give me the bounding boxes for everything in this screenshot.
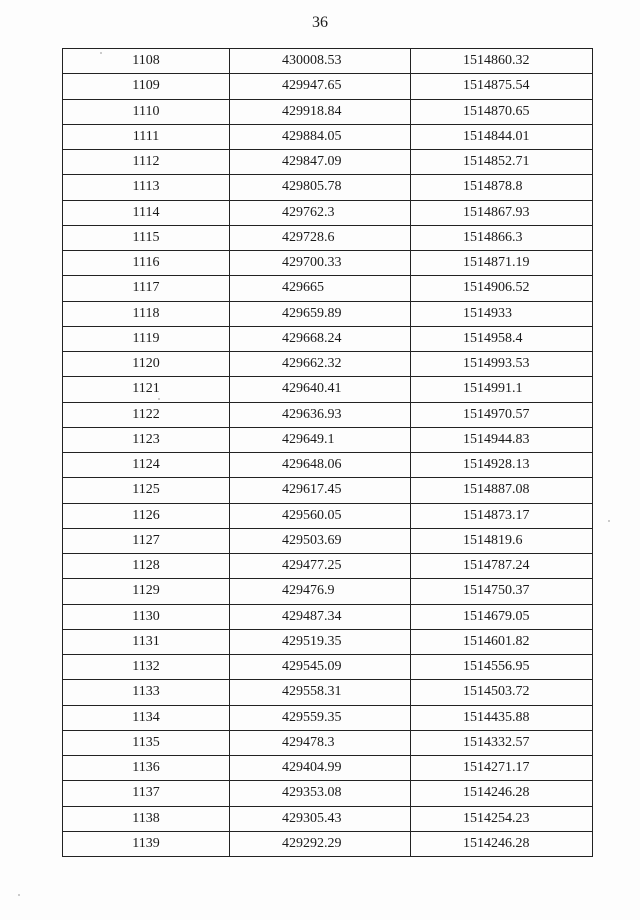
y-coordinate-cell: 1514933 <box>411 301 593 326</box>
table-row <box>63 503 593 528</box>
scan-speck <box>18 894 20 896</box>
y-coordinate-cell: 1514991.1 <box>411 377 593 402</box>
table-row <box>63 756 593 781</box>
point-number-cell: 1110 <box>63 99 230 124</box>
point-number-cell: 1134 <box>63 705 230 730</box>
x-coordinate-cell: 429477.25 <box>230 554 411 579</box>
point-number-cell: 1120 <box>63 352 230 377</box>
x-coordinate-cell: 429404.99 <box>230 756 411 781</box>
y-coordinate-cell: 1514503.72 <box>411 680 593 705</box>
y-coordinate-cell: 1514873.17 <box>411 503 593 528</box>
y-coordinate-cell: 1514844.01 <box>411 124 593 149</box>
x-coordinate-cell: 429560.05 <box>230 503 411 528</box>
table-row <box>63 453 593 478</box>
x-coordinate-cell: 429762.3 <box>230 200 411 225</box>
y-coordinate-cell: 1514246.28 <box>411 831 593 856</box>
point-number-cell: 1127 <box>63 528 230 553</box>
scan-speck <box>100 52 102 54</box>
point-number-cell: 1129 <box>63 579 230 604</box>
x-coordinate-cell: 429478.3 <box>230 730 411 755</box>
x-coordinate-cell: 429292.29 <box>230 831 411 856</box>
table-row <box>63 49 593 74</box>
point-number-cell: 1136 <box>63 756 230 781</box>
x-coordinate-cell: 429847.09 <box>230 150 411 175</box>
y-coordinate-cell: 1514254.23 <box>411 806 593 831</box>
y-coordinate-cell: 1514906.52 <box>411 276 593 301</box>
point-number-cell: 1126 <box>63 503 230 528</box>
table-row <box>63 781 593 806</box>
y-coordinate-cell: 1514887.08 <box>411 478 593 503</box>
x-coordinate-cell: 429700.33 <box>230 251 411 276</box>
y-coordinate-cell: 1514866.3 <box>411 225 593 250</box>
table-row <box>63 301 593 326</box>
table-row <box>63 478 593 503</box>
table-row <box>63 402 593 427</box>
x-coordinate-cell: 429640.41 <box>230 377 411 402</box>
y-coordinate-cell: 1514601.82 <box>411 629 593 654</box>
x-coordinate-cell: 429947.65 <box>230 74 411 99</box>
y-coordinate-cell: 1514958.4 <box>411 326 593 351</box>
point-number-cell: 1113 <box>63 175 230 200</box>
x-coordinate-cell: 429918.84 <box>230 99 411 124</box>
x-coordinate-cell: 429665 <box>230 276 411 301</box>
x-coordinate-cell: 429668.24 <box>230 326 411 351</box>
x-coordinate-cell: 429487.34 <box>230 604 411 629</box>
point-number-cell: 1131 <box>63 629 230 654</box>
y-coordinate-cell: 1514928.13 <box>411 453 593 478</box>
y-coordinate-cell: 1514787.24 <box>411 554 593 579</box>
point-number-cell: 1124 <box>63 453 230 478</box>
point-number-cell: 1122 <box>63 402 230 427</box>
x-coordinate-cell: 429636.93 <box>230 402 411 427</box>
scan-speck <box>158 398 160 400</box>
table-row <box>63 427 593 452</box>
x-coordinate-cell: 429559.35 <box>230 705 411 730</box>
table-row <box>63 579 593 604</box>
y-coordinate-cell: 1514556.95 <box>411 655 593 680</box>
x-coordinate-cell: 429545.09 <box>230 655 411 680</box>
x-coordinate-cell: 429476.9 <box>230 579 411 604</box>
table-row <box>63 377 593 402</box>
y-coordinate-cell: 1514871.19 <box>411 251 593 276</box>
x-coordinate-cell: 429519.35 <box>230 629 411 654</box>
point-number-cell: 1108 <box>63 49 230 74</box>
y-coordinate-cell: 1514867.93 <box>411 200 593 225</box>
table-row <box>63 352 593 377</box>
table-row <box>63 251 593 276</box>
x-coordinate-cell: 429353.08 <box>230 781 411 806</box>
y-coordinate-cell: 1514750.37 <box>411 579 593 604</box>
y-coordinate-cell: 1514246.28 <box>411 781 593 806</box>
table-row <box>63 200 593 225</box>
x-coordinate-cell: 429503.69 <box>230 528 411 553</box>
table-row <box>63 276 593 301</box>
x-coordinate-cell: 430008.53 <box>230 49 411 74</box>
table-row <box>63 554 593 579</box>
point-number-cell: 1118 <box>63 301 230 326</box>
point-number-cell: 1119 <box>63 326 230 351</box>
scan-speck <box>608 520 610 522</box>
coordinates-table-body <box>63 49 593 857</box>
y-coordinate-cell: 1514271.17 <box>411 756 593 781</box>
y-coordinate-cell: 1514332.57 <box>411 730 593 755</box>
point-number-cell: 1128 <box>63 554 230 579</box>
table-row <box>63 680 593 705</box>
point-number-cell: 1116 <box>63 251 230 276</box>
point-number-cell: 1114 <box>63 200 230 225</box>
table-row <box>63 99 593 124</box>
point-number-cell: 1138 <box>63 806 230 831</box>
x-coordinate-cell: 429884.05 <box>230 124 411 149</box>
point-number-cell: 1117 <box>63 276 230 301</box>
point-number-cell: 1133 <box>63 680 230 705</box>
x-coordinate-cell: 429728.6 <box>230 225 411 250</box>
x-coordinate-cell: 429305.43 <box>230 806 411 831</box>
point-number-cell: 1125 <box>63 478 230 503</box>
x-coordinate-cell: 429659.89 <box>230 301 411 326</box>
y-coordinate-cell: 1514944.83 <box>411 427 593 452</box>
y-coordinate-cell: 1514819.6 <box>411 528 593 553</box>
table-row <box>63 604 593 629</box>
x-coordinate-cell: 429558.31 <box>230 680 411 705</box>
page-number: 36 <box>312 14 328 31</box>
y-coordinate-cell: 1514970.57 <box>411 402 593 427</box>
table-row <box>63 175 593 200</box>
table-row <box>63 629 593 654</box>
table-row <box>63 528 593 553</box>
point-number-cell: 1137 <box>63 781 230 806</box>
x-coordinate-cell: 429648.06 <box>230 453 411 478</box>
x-coordinate-cell: 429649.1 <box>230 427 411 452</box>
table-row <box>63 326 593 351</box>
table-row <box>63 225 593 250</box>
point-number-cell: 1123 <box>63 427 230 452</box>
point-number-cell: 1111 <box>63 124 230 149</box>
coordinates-table <box>62 48 593 857</box>
table-row <box>63 831 593 856</box>
x-coordinate-cell: 429617.45 <box>230 478 411 503</box>
point-number-cell: 1121 <box>63 377 230 402</box>
table-row <box>63 150 593 175</box>
table-row <box>63 655 593 680</box>
table-row <box>63 74 593 99</box>
y-coordinate-cell: 1514993.53 <box>411 352 593 377</box>
point-number-cell: 1130 <box>63 604 230 629</box>
y-coordinate-cell: 1514878.8 <box>411 175 593 200</box>
point-number-cell: 1109 <box>63 74 230 99</box>
y-coordinate-cell: 1514875.54 <box>411 74 593 99</box>
point-number-cell: 1112 <box>63 150 230 175</box>
table-row <box>63 705 593 730</box>
table-row <box>63 124 593 149</box>
point-number-cell: 1135 <box>63 730 230 755</box>
y-coordinate-cell: 1514852.71 <box>411 150 593 175</box>
y-coordinate-cell: 1514435.88 <box>411 705 593 730</box>
point-number-cell: 1139 <box>63 831 230 856</box>
y-coordinate-cell: 1514679.05 <box>411 604 593 629</box>
point-number-cell: 1132 <box>63 655 230 680</box>
x-coordinate-cell: 429662.32 <box>230 352 411 377</box>
table-row <box>63 730 593 755</box>
table-row <box>63 806 593 831</box>
point-number-cell: 1115 <box>63 225 230 250</box>
y-coordinate-cell: 1514860.32 <box>411 49 593 74</box>
y-coordinate-cell: 1514870.65 <box>411 99 593 124</box>
x-coordinate-cell: 429805.78 <box>230 175 411 200</box>
